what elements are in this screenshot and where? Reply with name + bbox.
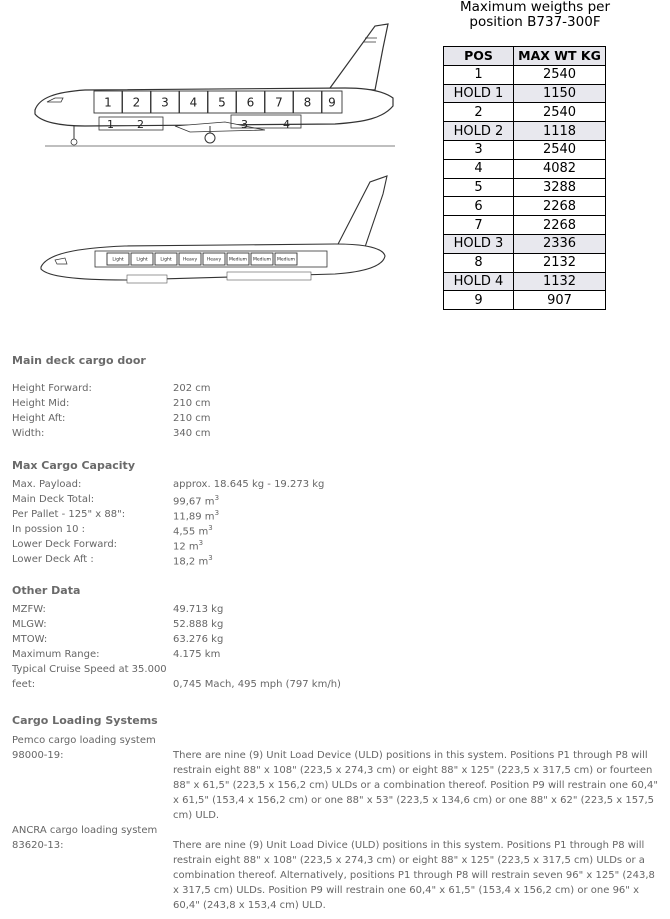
- main-deck-position-label: 2: [132, 95, 141, 110]
- other-label: MZFW:: [12, 604, 46, 615]
- weight-table-row: [444, 103, 606, 122]
- other-label: MLGW:: [12, 619, 47, 630]
- main-deck-position-label: 3: [161, 95, 169, 110]
- aircraft-top-view: [35, 172, 395, 292]
- unit-superscript: 3: [198, 539, 204, 547]
- other-value: [173, 619, 223, 630]
- capacity-value-text: 11,89 m: [173, 511, 215, 523]
- door-label: Height Mid:: [12, 398, 70, 409]
- position-cell: 3: [444, 140, 514, 159]
- weight-title-line1: Maximum weigths per: [459, 0, 611, 15]
- top-view-position-label: Heavy: [206, 257, 222, 263]
- main-deck-position-label: 7: [275, 95, 283, 110]
- capacity-value-text: 4,55 m: [173, 526, 209, 538]
- section-title-door: Main deck cargo door: [12, 354, 146, 367]
- other-label: Maximum Range:: [12, 649, 100, 660]
- ancra-description: There are nine (9) Unit Load Divice (ULD) positions in this system. Positions P1 through P8 will restrain eight 88" x 108" (223,5 x 274,3 cm) or eight 88" x 125" (223,5 x 317,5 cm) ULDs or a combination thereof. Alternatively, positions P1 through P8 will restrain seven 96" x 125" (243,8 x 317,5 cm) ULDs. Position P9 will restrain one 60,4" x 61,5" (153,4 x 156,2 cm) or one 96" x 60,4" (243,8 x 153,4 cm) ULD.: [173, 840, 655, 911]
- cruise-label-2: feet:: [12, 679, 36, 690]
- capacity-label: Lower Deck Aft :: [12, 554, 94, 565]
- top-view-position-label: Medium: [277, 257, 295, 263]
- lower-hold-label: 3: [241, 118, 248, 131]
- weight-table-row: [444, 122, 606, 141]
- main-deck-position-label: 6: [246, 95, 255, 110]
- top-view-position-label: Light: [136, 257, 148, 263]
- unit-superscript: 3: [214, 509, 220, 517]
- door-value: [173, 428, 211, 439]
- max-weight-cell: 1132: [514, 272, 606, 291]
- position-cell: HOLD 4: [444, 272, 514, 291]
- weight-table-row: [444, 65, 606, 84]
- max-weight-cell: 2540: [514, 65, 606, 84]
- main-deck-position-label: 5: [218, 95, 226, 110]
- position-cell: 8: [444, 253, 514, 272]
- cruise-label-1: Typical Cruise Speed at 35.000: [12, 664, 167, 675]
- ancra-label: [12, 823, 172, 853]
- main-deck-position-label: 9: [328, 95, 336, 110]
- position-cell: HOLD 1: [444, 84, 514, 103]
- max-weight-cell: 2540: [514, 140, 606, 159]
- capacity-label: In possion 10 :: [12, 524, 86, 535]
- top-view-position-label: Light: [160, 257, 172, 263]
- other-value-text: 49.713 kg: [173, 604, 224, 615]
- capacity-value: [173, 539, 203, 552]
- other-value-text: 52.888 kg: [173, 619, 224, 630]
- unit-superscript: 3: [208, 524, 213, 532]
- weight-table-header: [444, 47, 606, 66]
- pemco-description: There are nine (9) Unit Load Device (ULD) positions in this system. Positions P1 through P8 will restrain eight 88" x 108" (223,5 x 274,3 cm) or eight 88" x 125" (223,5 x 317,5 cm) or fourteen 88" x 61,5" (223,5 x 156,2 cm) ULDs or a combination thereof. Position P9 will restrain one 60,4" x 61,5" (153,4 x 156,2 cm) or one 88" x 53" (223,5 x 134,6 cm) or one 88" x 62" (223,5 x 157,5 cm) ULD.: [173, 750, 659, 821]
- capacity-value-text: approx. 18.645 kg - 19.273 kg: [173, 479, 325, 490]
- top-view-position-label: Medium: [253, 257, 271, 263]
- door-value: [173, 398, 211, 409]
- position-cell: 7: [444, 216, 514, 235]
- capacity-value-text: 18,2 m: [173, 556, 209, 568]
- max-weight-cell: 2268: [514, 216, 606, 235]
- unit-superscript: 3: [214, 494, 220, 502]
- capacity-value: [173, 524, 213, 537]
- max-weight-cell: 907: [514, 291, 606, 310]
- door-value-text: 210 cm: [173, 413, 211, 424]
- capacity-label: Per Pallet - 125" x 88":: [12, 509, 126, 520]
- other-label: MTOW:: [12, 634, 48, 645]
- door-value: [173, 383, 211, 394]
- top-view-position-label: Medium: [229, 257, 247, 263]
- header-pos: POS: [444, 47, 514, 66]
- section-title-systems: Cargo Loading Systems: [12, 714, 158, 727]
- weight-table-row: [444, 216, 606, 235]
- max-weight-cell: 3288: [514, 178, 606, 197]
- lower-hold-label: 1: [107, 118, 114, 131]
- main-deck-position-label: 1: [104, 95, 112, 110]
- section-title-other: Other Data: [12, 584, 81, 597]
- position-cell: 6: [444, 197, 514, 216]
- ancra-label-line2: 83620-13:: [12, 840, 64, 851]
- ancra-label-line1: ANCRA cargo loading system: [12, 825, 158, 836]
- capacity-value: [173, 494, 219, 507]
- main-deck-position-label: 8: [303, 95, 312, 110]
- weight-table-row: [444, 178, 606, 197]
- door-label: Width:: [12, 428, 45, 439]
- weight-table-row: [444, 272, 606, 291]
- door-label: Height Forward:: [12, 383, 92, 394]
- lower-hold-label: 4: [283, 118, 290, 131]
- unit-superscript: 3: [208, 554, 213, 562]
- lower-hold-label: 2: [137, 118, 144, 131]
- position-cell: 1: [444, 65, 514, 84]
- max-weight-cell: 2540: [514, 103, 606, 122]
- max-weight-cell: 1150: [514, 84, 606, 103]
- pemco-label-line1: Pemco cargo loading system: [12, 735, 156, 746]
- position-cell: 9: [444, 291, 514, 310]
- weight-table-title: [425, 0, 645, 30]
- other-value: [173, 634, 223, 645]
- capacity-label: Max. Payload:: [12, 479, 82, 490]
- max-weight-cell: 2132: [514, 253, 606, 272]
- cruise-value: 0,745 Mach, 495 mph (797 km/h): [173, 679, 341, 690]
- door-value: [173, 413, 211, 424]
- weight-table-row: [444, 234, 606, 253]
- pemco-label-line2: 98000-19:: [12, 750, 64, 761]
- other-value-text: 63.276 kg: [173, 634, 224, 645]
- capacity-label: Main Deck Total:: [12, 494, 95, 505]
- door-label: Height Aft:: [12, 413, 66, 424]
- section-title-capacity: Max Cargo Capacity: [12, 459, 135, 472]
- main-deck-position-label: 4: [189, 95, 198, 110]
- position-cell: 2: [444, 103, 514, 122]
- capacity-label: Lower Deck Forward:: [12, 539, 118, 550]
- top-view-position-label: Light: [112, 257, 124, 263]
- capacity-value-text: 12 m: [173, 541, 199, 553]
- door-value-text: 210 cm: [173, 398, 211, 409]
- position-cell: 5: [444, 178, 514, 197]
- other-value: [173, 649, 220, 660]
- capacity-value: [173, 509, 219, 522]
- top-view-position-label: Heavy: [182, 257, 198, 263]
- capacity-value: [173, 554, 213, 567]
- capacity-value: [173, 479, 324, 490]
- header-max-wt: MAX WT KG: [514, 47, 606, 66]
- door-value-text: 340 cm: [173, 428, 211, 439]
- weight-table-row: [444, 197, 606, 216]
- max-weight-cell: 4082: [514, 159, 606, 178]
- door-value-text: 202 cm: [173, 383, 211, 394]
- weight-table-row: [444, 291, 606, 310]
- weight-table-row: [444, 140, 606, 159]
- position-cell: 4: [444, 159, 514, 178]
- position-cell: HOLD 3: [444, 234, 514, 253]
- capacity-value-text: 99,67 m: [173, 496, 215, 508]
- other-value: [173, 604, 223, 615]
- pemco-label: [12, 733, 172, 763]
- max-weight-cell: 2268: [514, 197, 606, 216]
- weight-table-row: [444, 84, 606, 103]
- max-weight-cell: 1118: [514, 122, 606, 141]
- weight-table-row: [444, 159, 606, 178]
- weight-title-line2: position B737-300F: [469, 14, 601, 30]
- max-weight-cell: 2336: [514, 234, 606, 253]
- position-cell: HOLD 2: [444, 122, 514, 141]
- weight-table-row: [444, 253, 606, 272]
- other-value-text: 4.175 km: [173, 649, 221, 660]
- aircraft-side-view: [25, 18, 405, 148]
- max-weight-table: [443, 46, 606, 310]
